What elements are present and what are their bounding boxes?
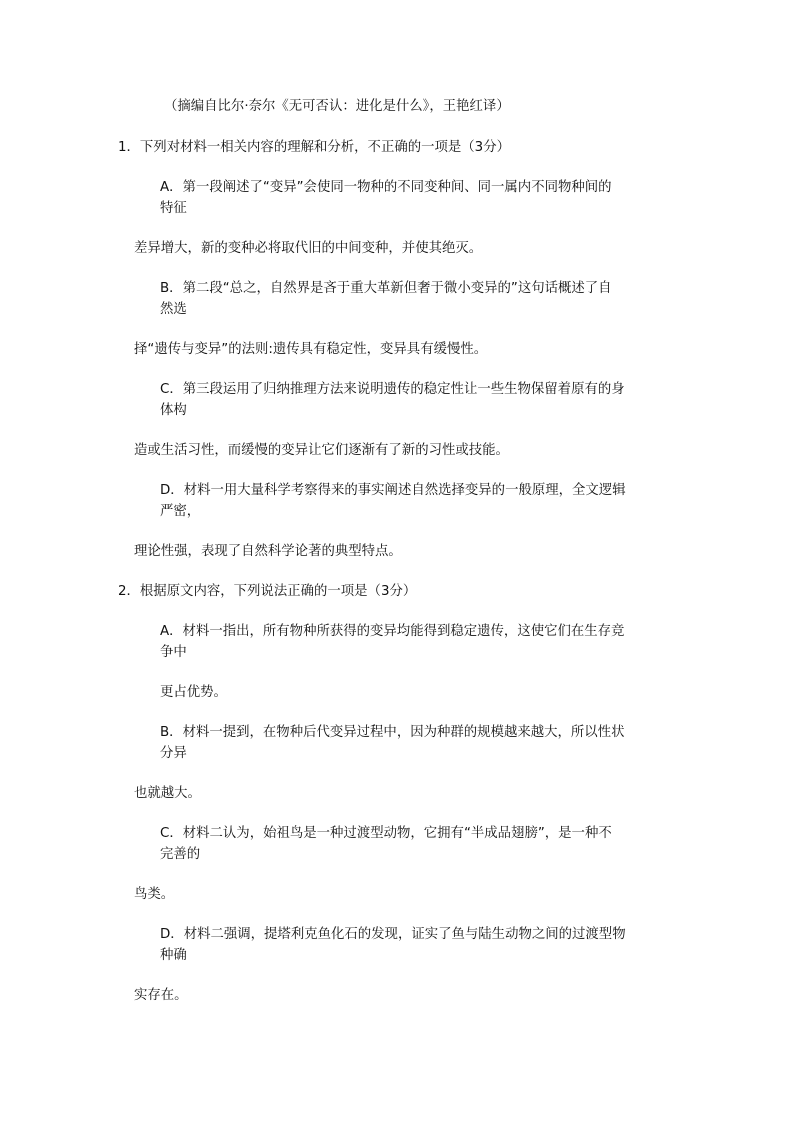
- q1-option-b-line2: 然选: [160, 302, 187, 317]
- q1-option-d-line2: 严密，: [160, 504, 201, 519]
- question-2-stem: 2．根据原文内容，下列说法正确的一项是（3分）: [118, 584, 417, 599]
- q1-option-a-continuation: 差异增大，新的变种必将取代旧的中间变种，并使其绝灭。: [134, 241, 483, 256]
- q2-option-a-continuation: 更占优势。: [160, 685, 227, 700]
- q2-option-a-line1: A．材料一指出，所有物种所获得的变异均能得到稳定遗传，这使它们在生存竞: [160, 624, 625, 639]
- q2-option-c-line2: 完善的: [160, 847, 201, 862]
- q2-option-b-continuation: 也就越大。: [134, 786, 201, 801]
- q1-option-d-line1: D．材料一用大量科学考察得来的事实阐述自然选择变异的一般原理，全文逻辑: [160, 483, 626, 498]
- q2-option-b-line1: B．材料一提到，在物种后代变异过程中，因为种群的规模越来越大，所以性状: [160, 725, 625, 740]
- q2-option-c-continuation: 鸟类。: [134, 887, 175, 902]
- q1-option-d-continuation: 理论性强，表现了自然科学论著的典型特点。: [134, 544, 402, 559]
- q1-option-b-line1: B．第二段“总之，自然界是吝于重大革新但奢于微小变异的”这句话概述了自: [160, 281, 612, 296]
- q2-option-d-continuation: 实存在。: [134, 988, 188, 1003]
- q2-option-c-line1: C．材料二认为，始祖鸟是一种过渡型动物，它拥有“半成品翅膀”，是一种不: [160, 826, 612, 841]
- q2-option-a-line2: 争中: [160, 645, 187, 660]
- q1-option-a-line1: A．第一段阐述了“变异”会使同一物种的不同变种间、同一属内不同物种间的: [160, 180, 612, 195]
- source-citation: （摘编自比尔·奈尔《无可否认：进化是什么》，王艳红译）: [164, 99, 510, 114]
- q1-option-b-continuation: 择“遗传与变异”的法则:遗传具有稳定性，变异具有缓慢性。: [134, 342, 488, 357]
- q1-option-a-line2: 特征: [160, 201, 187, 216]
- q1-option-c-line1: C．第三段运用了归纳推理方法来说明遗传的稳定性让一些生物保留着原有的身: [160, 382, 625, 397]
- q2-option-d-line1: D．材料二强调，提塔利克鱼化石的发现，证实了鱼与陆生动物之间的过渡型物: [160, 927, 626, 942]
- q1-option-c-line2: 体构: [160, 403, 187, 418]
- q2-option-b-line2: 分异: [160, 746, 187, 761]
- q2-option-d-line2: 种确: [160, 948, 187, 963]
- question-1-stem: 1．下列对材料一相关内容的理解和分析，不正确的一项是（3分）: [118, 140, 510, 155]
- q1-option-c-continuation: 造或生活习性，而缓慢的变异让它们逐渐有了新的习性或技能。: [134, 443, 509, 458]
